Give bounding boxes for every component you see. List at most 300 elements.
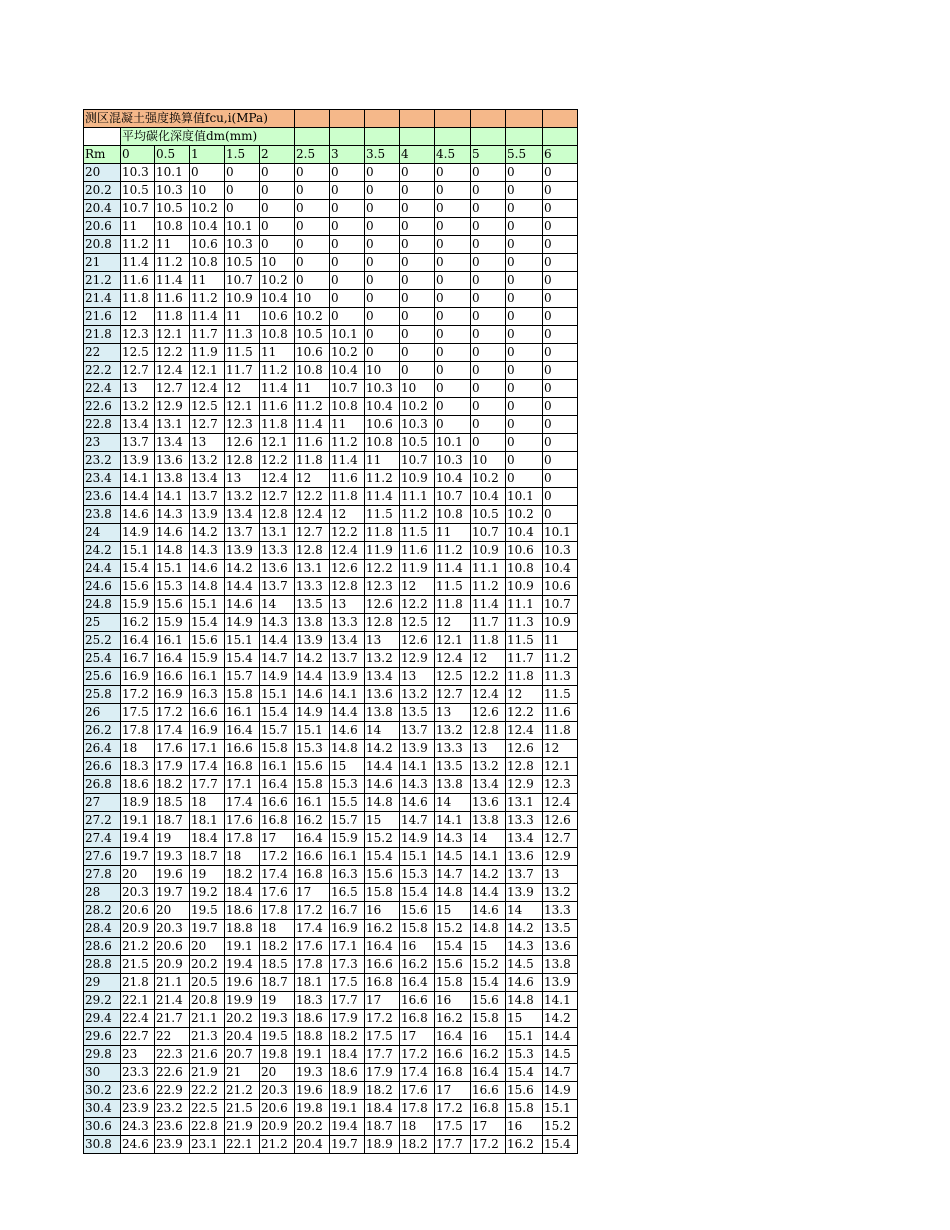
cell[interactable]: [506, 110, 543, 128]
strength-value[interactable]: 17.6: [260, 884, 295, 902]
strength-value[interactable]: 16: [506, 1118, 543, 1136]
strength-value[interactable]: 17.9: [365, 1064, 400, 1082]
strength-value[interactable]: 15.9: [330, 830, 365, 848]
strength-value[interactable]: 14.1: [471, 848, 506, 866]
strength-value[interactable]: 0: [365, 164, 400, 182]
strength-value[interactable]: 10.4: [506, 524, 543, 542]
strength-value[interactable]: 15.1: [400, 848, 435, 866]
strength-value[interactable]: 18.2: [225, 866, 260, 884]
strength-value[interactable]: 18.7: [155, 812, 190, 830]
strength-value[interactable]: 11.2: [435, 542, 471, 560]
strength-value[interactable]: 17.2: [295, 902, 330, 920]
strength-value[interactable]: 0: [471, 254, 506, 272]
strength-value[interactable]: 12.2: [506, 704, 543, 722]
strength-value[interactable]: 19.3: [295, 1064, 330, 1082]
rm-value[interactable]: 25.6: [84, 668, 121, 686]
rm-value[interactable]: 27.8: [84, 866, 121, 884]
strength-value[interactable]: 16.2: [121, 614, 155, 632]
strength-value[interactable]: 0: [471, 236, 506, 254]
strength-value[interactable]: 11.5: [365, 506, 400, 524]
strength-value[interactable]: 0: [190, 164, 225, 182]
strength-value[interactable]: 12.7: [190, 416, 225, 434]
strength-value[interactable]: 0: [365, 236, 400, 254]
strength-value[interactable]: 11.2: [543, 650, 578, 668]
strength-value[interactable]: 0: [260, 200, 295, 218]
strength-value[interactable]: 0: [543, 218, 578, 236]
rm-value[interactable]: 20.6: [84, 218, 121, 236]
strength-value[interactable]: 13.6: [543, 938, 578, 956]
strength-value[interactable]: 14.9: [543, 1082, 578, 1100]
strength-value[interactable]: 16.7: [121, 650, 155, 668]
cell[interactable]: [543, 110, 578, 128]
strength-value[interactable]: 11.1: [506, 596, 543, 614]
strength-value[interactable]: 10.8: [506, 560, 543, 578]
strength-value[interactable]: 10.3: [543, 542, 578, 560]
strength-value[interactable]: 11.2: [295, 398, 330, 416]
strength-value[interactable]: 10.7: [121, 200, 155, 218]
strength-value[interactable]: 19.5: [260, 1028, 295, 1046]
strength-value[interactable]: 0: [365, 182, 400, 200]
strength-value[interactable]: 13.3: [260, 542, 295, 560]
strength-value[interactable]: 10.5: [400, 434, 435, 452]
strength-value[interactable]: 10.6: [506, 542, 543, 560]
rm-value[interactable]: 30.2: [84, 1082, 121, 1100]
strength-value[interactable]: 18: [190, 794, 225, 812]
strength-value[interactable]: 17.4: [155, 722, 190, 740]
strength-value[interactable]: 13.7: [330, 650, 365, 668]
strength-value[interactable]: 12.2: [330, 524, 365, 542]
strength-value[interactable]: 12.8: [260, 506, 295, 524]
strength-value[interactable]: 18.2: [400, 1136, 435, 1154]
strength-value[interactable]: 19.1: [330, 1100, 365, 1118]
rm-value[interactable]: 24: [84, 524, 121, 542]
strength-value[interactable]: 17.4: [260, 866, 295, 884]
strength-value[interactable]: 11.9: [190, 344, 225, 362]
strength-value[interactable]: 13.3: [543, 902, 578, 920]
strength-value[interactable]: 21.1: [155, 974, 190, 992]
strength-value[interactable]: 18.9: [365, 1136, 400, 1154]
strength-value[interactable]: 14.8: [330, 740, 365, 758]
strength-value[interactable]: 17.4: [190, 758, 225, 776]
strength-value[interactable]: 13.5: [543, 920, 578, 938]
strength-value[interactable]: 15.4: [121, 560, 155, 578]
strength-value[interactable]: 12.1: [543, 758, 578, 776]
strength-value[interactable]: 11.5: [400, 524, 435, 542]
strength-value[interactable]: 0: [330, 182, 365, 200]
strength-value[interactable]: 16.8: [471, 1100, 506, 1118]
strength-value[interactable]: 15.6: [121, 578, 155, 596]
strength-value[interactable]: 0: [330, 254, 365, 272]
strength-value[interactable]: 12.4: [155, 362, 190, 380]
strength-value[interactable]: 16: [471, 1028, 506, 1046]
strength-value[interactable]: 19: [155, 830, 190, 848]
strength-value[interactable]: 10.2: [260, 272, 295, 290]
strength-value[interactable]: 11.6: [260, 398, 295, 416]
strength-value[interactable]: 11: [190, 272, 225, 290]
strength-value[interactable]: 0: [330, 308, 365, 326]
strength-value[interactable]: 17: [400, 1028, 435, 1046]
strength-value[interactable]: 15.1: [543, 1100, 578, 1118]
strength-value[interactable]: 19.6: [295, 1082, 330, 1100]
table-subtitle[interactable]: 平均碳化深度值dm(mm): [121, 128, 295, 146]
strength-value[interactable]: 12: [295, 470, 330, 488]
cell[interactable]: [365, 128, 400, 146]
strength-value[interactable]: 0: [506, 434, 543, 452]
strength-value[interactable]: 0: [435, 290, 471, 308]
strength-value[interactable]: 0: [225, 164, 260, 182]
strength-value[interactable]: 20: [155, 902, 190, 920]
rm-value[interactable]: 22.6: [84, 398, 121, 416]
rm-value[interactable]: 26.4: [84, 740, 121, 758]
strength-value[interactable]: 14.5: [506, 956, 543, 974]
strength-value[interactable]: 0: [365, 272, 400, 290]
strength-value[interactable]: 12.4: [543, 794, 578, 812]
strength-value[interactable]: 14.6: [190, 560, 225, 578]
strength-value[interactable]: 17.7: [365, 1046, 400, 1064]
strength-value[interactable]: 0: [225, 200, 260, 218]
strength-value[interactable]: 13: [121, 380, 155, 398]
strength-value[interactable]: 16.1: [330, 848, 365, 866]
strength-value[interactable]: 20.3: [260, 1082, 295, 1100]
strength-value[interactable]: 0: [295, 272, 330, 290]
strength-value[interactable]: 22.7: [121, 1028, 155, 1046]
rm-value[interactable]: 22: [84, 344, 121, 362]
strength-value[interactable]: 14: [471, 830, 506, 848]
strength-value[interactable]: 12.7: [435, 686, 471, 704]
strength-value[interactable]: 16.1: [295, 794, 330, 812]
strength-value[interactable]: 0: [330, 218, 365, 236]
strength-value[interactable]: 14.3: [190, 542, 225, 560]
strength-value[interactable]: 10.9: [471, 542, 506, 560]
strength-value[interactable]: 10.8: [155, 218, 190, 236]
strength-value[interactable]: 19: [260, 992, 295, 1010]
strength-value[interactable]: 16.6: [400, 992, 435, 1010]
strength-value[interactable]: 15.6: [295, 758, 330, 776]
strength-value[interactable]: 14.6: [330, 722, 365, 740]
strength-value[interactable]: 0: [506, 326, 543, 344]
strength-value[interactable]: 0: [260, 164, 295, 182]
strength-value[interactable]: 18.5: [260, 956, 295, 974]
strength-value[interactable]: 0: [435, 200, 471, 218]
strength-value[interactable]: 17: [435, 1082, 471, 1100]
rm-value[interactable]: 29.4: [84, 1010, 121, 1028]
strength-value[interactable]: 13.3: [506, 812, 543, 830]
strength-value[interactable]: 10: [260, 254, 295, 272]
strength-value[interactable]: 13.8: [435, 776, 471, 794]
strength-value[interactable]: 10.3: [155, 182, 190, 200]
column-header[interactable]: 6: [543, 146, 578, 164]
strength-value[interactable]: 20.2: [190, 956, 225, 974]
strength-value[interactable]: 12.4: [260, 470, 295, 488]
strength-value[interactable]: 17.3: [330, 956, 365, 974]
strength-value[interactable]: 13: [225, 470, 260, 488]
strength-value[interactable]: 0: [400, 272, 435, 290]
strength-value[interactable]: 13.6: [155, 452, 190, 470]
strength-value[interactable]: 11.4: [330, 452, 365, 470]
cell[interactable]: [84, 128, 121, 146]
rm-value[interactable]: 30: [84, 1064, 121, 1082]
strength-value[interactable]: 18.9: [121, 794, 155, 812]
strength-value[interactable]: 15.1: [121, 542, 155, 560]
strength-value[interactable]: 16.6: [435, 1046, 471, 1064]
column-header[interactable]: 3.5: [365, 146, 400, 164]
strength-value[interactable]: 23.6: [155, 1118, 190, 1136]
strength-value[interactable]: 14.2: [365, 740, 400, 758]
strength-value[interactable]: 10.3: [435, 452, 471, 470]
strength-value[interactable]: 10.4: [471, 488, 506, 506]
strength-value[interactable]: 15.6: [400, 902, 435, 920]
strength-value[interactable]: 14.7: [435, 866, 471, 884]
strength-value[interactable]: 16.6: [155, 668, 190, 686]
strength-value[interactable]: 19.1: [295, 1046, 330, 1064]
strength-value[interactable]: 11.4: [295, 416, 330, 434]
strength-value[interactable]: 10.5: [471, 506, 506, 524]
strength-value[interactable]: 11.4: [471, 596, 506, 614]
strength-value[interactable]: 19.8: [260, 1046, 295, 1064]
strength-value[interactable]: 0: [543, 470, 578, 488]
strength-value[interactable]: 0: [435, 362, 471, 380]
strength-value[interactable]: 12.8: [471, 722, 506, 740]
strength-value[interactable]: 14.2: [471, 866, 506, 884]
strength-value[interactable]: 10.4: [330, 362, 365, 380]
strength-value[interactable]: 12.7: [260, 488, 295, 506]
rm-value[interactable]: 23: [84, 434, 121, 452]
strength-value[interactable]: 19.7: [121, 848, 155, 866]
strength-value[interactable]: 23.9: [155, 1136, 190, 1154]
strength-value[interactable]: 15.8: [260, 740, 295, 758]
strength-value[interactable]: 17: [365, 992, 400, 1010]
strength-value[interactable]: 11.7: [225, 362, 260, 380]
strength-value[interactable]: 0: [543, 290, 578, 308]
strength-value[interactable]: 15.4: [190, 614, 225, 632]
strength-value[interactable]: 20.6: [121, 902, 155, 920]
strength-value[interactable]: 11.6: [543, 704, 578, 722]
cell[interactable]: [330, 128, 365, 146]
strength-value[interactable]: 11.5: [506, 632, 543, 650]
strength-value[interactable]: 11.3: [506, 614, 543, 632]
rm-value[interactable]: 22.2: [84, 362, 121, 380]
strength-value[interactable]: 10.6: [295, 344, 330, 362]
strength-value[interactable]: 0: [435, 308, 471, 326]
rm-value[interactable]: 21: [84, 254, 121, 272]
strength-value[interactable]: 15.2: [543, 1118, 578, 1136]
strength-value[interactable]: 0: [543, 380, 578, 398]
strength-value[interactable]: 14.9: [295, 704, 330, 722]
strength-value[interactable]: 14: [506, 902, 543, 920]
strength-value[interactable]: 11.4: [190, 308, 225, 326]
strength-value[interactable]: 13.4: [365, 668, 400, 686]
strength-value[interactable]: 15.4: [435, 938, 471, 956]
rm-value[interactable]: 28.4: [84, 920, 121, 938]
strength-value[interactable]: 20.2: [225, 1010, 260, 1028]
strength-value[interactable]: 0: [435, 218, 471, 236]
strength-value[interactable]: 0: [295, 218, 330, 236]
strength-value[interactable]: 10.7: [543, 596, 578, 614]
rm-value[interactable]: 29.8: [84, 1046, 121, 1064]
strength-value[interactable]: 0: [471, 308, 506, 326]
strength-value[interactable]: 0: [295, 200, 330, 218]
strength-value[interactable]: 23: [121, 1046, 155, 1064]
strength-value[interactable]: 14.1: [155, 488, 190, 506]
strength-value[interactable]: 0: [435, 416, 471, 434]
strength-value[interactable]: 13.9: [506, 884, 543, 902]
strength-value[interactable]: 12.4: [330, 542, 365, 560]
cell[interactable]: [295, 128, 330, 146]
strength-value[interactable]: 11.2: [400, 506, 435, 524]
strength-value[interactable]: 10.5: [295, 326, 330, 344]
strength-value[interactable]: 14.6: [471, 902, 506, 920]
strength-value[interactable]: 10: [400, 380, 435, 398]
strength-value[interactable]: 0: [506, 272, 543, 290]
strength-value[interactable]: 17.2: [471, 1136, 506, 1154]
strength-value[interactable]: 18.2: [330, 1028, 365, 1046]
strength-value[interactable]: 22.1: [225, 1136, 260, 1154]
rm-value[interactable]: 23.6: [84, 488, 121, 506]
strength-value[interactable]: 10.7: [330, 380, 365, 398]
strength-value[interactable]: 11.5: [543, 686, 578, 704]
cell[interactable]: [506, 128, 543, 146]
strength-value[interactable]: 12.7: [543, 830, 578, 848]
strength-value[interactable]: 0: [330, 272, 365, 290]
rm-value[interactable]: 20.4: [84, 200, 121, 218]
strength-value[interactable]: 16.6: [471, 1082, 506, 1100]
strength-value[interactable]: 24.6: [121, 1136, 155, 1154]
strength-value[interactable]: 14.1: [435, 812, 471, 830]
strength-value[interactable]: 14.2: [225, 560, 260, 578]
strength-value[interactable]: 11: [543, 632, 578, 650]
strength-value[interactable]: 14.2: [506, 920, 543, 938]
strength-value[interactable]: 0: [543, 488, 578, 506]
rm-value[interactable]: 26.6: [84, 758, 121, 776]
strength-value[interactable]: 12.9: [543, 848, 578, 866]
strength-value[interactable]: 10.7: [435, 488, 471, 506]
strength-value[interactable]: 12.8: [365, 614, 400, 632]
strength-value[interactable]: 10.8: [295, 362, 330, 380]
strength-value[interactable]: 16.6: [225, 740, 260, 758]
strength-value[interactable]: 10: [365, 362, 400, 380]
strength-value[interactable]: 17.9: [330, 1010, 365, 1028]
strength-value[interactable]: 11.2: [260, 362, 295, 380]
strength-value[interactable]: 16.4: [295, 830, 330, 848]
strength-value[interactable]: 15.8: [365, 884, 400, 902]
strength-value[interactable]: 16: [400, 938, 435, 956]
strength-value[interactable]: 0: [543, 164, 578, 182]
strength-value[interactable]: 15.2: [365, 830, 400, 848]
strength-value[interactable]: 12.2: [365, 560, 400, 578]
strength-value[interactable]: 15.6: [471, 992, 506, 1010]
strength-value[interactable]: 14.3: [435, 830, 471, 848]
strength-value[interactable]: 10.5: [155, 200, 190, 218]
strength-value[interactable]: 0: [506, 200, 543, 218]
rm-value[interactable]: 25.2: [84, 632, 121, 650]
strength-value[interactable]: 21.6: [190, 1046, 225, 1064]
strength-value[interactable]: 14.8: [471, 920, 506, 938]
strength-value[interactable]: 15.7: [260, 722, 295, 740]
strength-value[interactable]: 0: [330, 200, 365, 218]
strength-value[interactable]: 11.8: [260, 416, 295, 434]
strength-value[interactable]: 12.4: [190, 380, 225, 398]
strength-value[interactable]: 17: [260, 830, 295, 848]
strength-value[interactable]: 12.6: [330, 560, 365, 578]
strength-value[interactable]: 11: [295, 380, 330, 398]
strength-value[interactable]: 13.6: [471, 794, 506, 812]
strength-value[interactable]: 13.2: [365, 650, 400, 668]
strength-value[interactable]: 20.2: [295, 1118, 330, 1136]
strength-value[interactable]: 11.1: [471, 560, 506, 578]
strength-value[interactable]: 16.1: [190, 668, 225, 686]
strength-value[interactable]: 10.3: [225, 236, 260, 254]
strength-value[interactable]: 13.2: [225, 488, 260, 506]
strength-value[interactable]: 21.2: [225, 1082, 260, 1100]
strength-value[interactable]: 0: [400, 218, 435, 236]
strength-value[interactable]: 15.1: [295, 722, 330, 740]
strength-value[interactable]: 0: [365, 254, 400, 272]
strength-value[interactable]: 11.8: [330, 488, 365, 506]
strength-value[interactable]: 10.8: [435, 506, 471, 524]
strength-value[interactable]: 12: [435, 614, 471, 632]
strength-value[interactable]: 0: [471, 416, 506, 434]
rm-value[interactable]: 28.2: [84, 902, 121, 920]
strength-value[interactable]: 10.4: [435, 470, 471, 488]
strength-value[interactable]: 16.9: [330, 920, 365, 938]
strength-value[interactable]: 0: [506, 380, 543, 398]
strength-value[interactable]: 23.3: [121, 1064, 155, 1082]
strength-value[interactable]: 19.1: [225, 938, 260, 956]
strength-value[interactable]: 12.6: [543, 812, 578, 830]
strength-value[interactable]: 14.6: [400, 794, 435, 812]
rm-value[interactable]: 23.2: [84, 452, 121, 470]
strength-value[interactable]: 12.6: [400, 632, 435, 650]
strength-value[interactable]: 0: [543, 398, 578, 416]
strength-value[interactable]: 10.8: [260, 326, 295, 344]
strength-value[interactable]: 16.8: [435, 1064, 471, 1082]
cell[interactable]: [365, 110, 400, 128]
strength-value[interactable]: 17.1: [330, 938, 365, 956]
strength-value[interactable]: 14.5: [543, 1046, 578, 1064]
strength-value[interactable]: 14.4: [121, 488, 155, 506]
strength-value[interactable]: 15.1: [190, 596, 225, 614]
strength-value[interactable]: 20.9: [155, 956, 190, 974]
strength-value[interactable]: 21.4: [155, 992, 190, 1010]
strength-value[interactable]: 0: [543, 452, 578, 470]
strength-value[interactable]: 0: [400, 344, 435, 362]
strength-value[interactable]: 21.7: [155, 1010, 190, 1028]
strength-value[interactable]: 12.7: [295, 524, 330, 542]
strength-value[interactable]: 16.4: [225, 722, 260, 740]
strength-value[interactable]: 13.6: [260, 560, 295, 578]
strength-value[interactable]: 11.8: [543, 722, 578, 740]
strength-value[interactable]: 15.1: [506, 1028, 543, 1046]
strength-value[interactable]: 13.7: [400, 722, 435, 740]
strength-value[interactable]: 12.6: [225, 434, 260, 452]
strength-value[interactable]: 14.6: [365, 776, 400, 794]
strength-value[interactable]: 11.4: [121, 254, 155, 272]
strength-value[interactable]: 13.4: [330, 632, 365, 650]
strength-value[interactable]: 0: [471, 290, 506, 308]
strength-value[interactable]: 0: [471, 200, 506, 218]
strength-value[interactable]: 13.8: [365, 704, 400, 722]
strength-value[interactable]: 18.3: [121, 758, 155, 776]
strength-value[interactable]: 0: [543, 308, 578, 326]
strength-value[interactable]: 0: [506, 308, 543, 326]
strength-value[interactable]: 13.4: [155, 434, 190, 452]
strength-value[interactable]: 13.2: [435, 722, 471, 740]
strength-value[interactable]: 13.9: [295, 632, 330, 650]
strength-value[interactable]: 15.9: [155, 614, 190, 632]
strength-value[interactable]: 13.7: [506, 866, 543, 884]
strength-value[interactable]: 11.3: [225, 326, 260, 344]
strength-value[interactable]: 17.2: [400, 1046, 435, 1064]
